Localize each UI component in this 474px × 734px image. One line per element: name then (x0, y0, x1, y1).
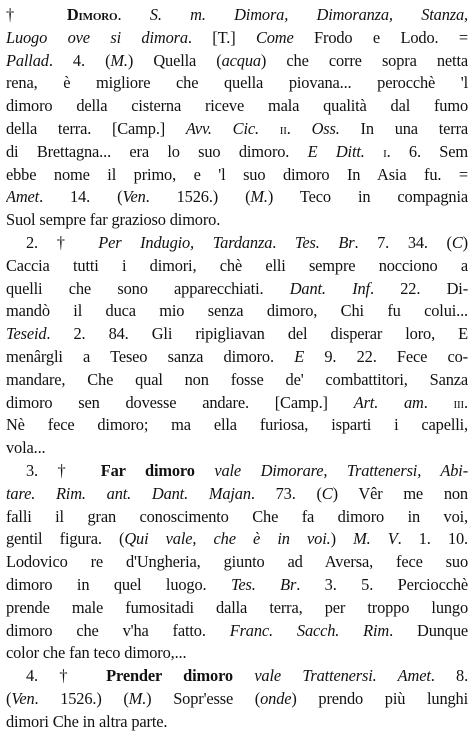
entry-line (6, 323, 468, 346)
text-segment (233, 666, 254, 685)
text-segment: Per Indugio, Tardanza (98, 232, 273, 252)
text-segment: Avv. Cic. (185, 118, 259, 138)
entry-line (6, 141, 468, 164)
text-segment: Come (255, 27, 294, 47)
text-segment: iii. (453, 392, 468, 412)
text-segment: ) Sopr'esse ( (146, 688, 261, 708)
text-segment: ( (6, 688, 12, 708)
entry-line (6, 4, 468, 27)
entry-line (6, 483, 468, 506)
entry-line (6, 506, 468, 529)
text-segment: E Ditt. (307, 141, 365, 161)
text-segment: Pallad (6, 50, 49, 70)
text-segment: ) (462, 232, 468, 252)
text-segment: menârgli a Teseo sanza dimoro. (6, 346, 295, 366)
text-segment (365, 142, 383, 161)
text-segment: E (294, 346, 305, 366)
text-segment: Nè fece dimoro; ma ella furiosa, isparti i capelli, (6, 415, 468, 435)
text-segment: . 1526.) ( (145, 187, 251, 207)
text-segment: . 3. 5. Perciocchè (296, 574, 468, 594)
entry-line (6, 665, 468, 688)
entry-line (6, 414, 468, 437)
text-segment: 9. 22. Fece co- (304, 346, 468, 366)
text-segment: falli il gran conoscimento Che fa dimoro in voi, (6, 506, 468, 526)
text-segment: C (451, 232, 463, 252)
text-segment: dimoro in quel luogo. (6, 574, 231, 594)
entry-line (6, 186, 468, 209)
text-segment: di Brettagna... era lo suo dimoro. (6, 141, 308, 161)
text-segment: ) Quella ( (127, 50, 222, 70)
entry-line (6, 164, 468, 187)
text-segment: ) prendo più lunghi (291, 688, 468, 708)
text-segment: Teseid (6, 324, 47, 344)
text-segment (291, 119, 312, 138)
text-segment: Qui vale, che è in voi. (124, 529, 331, 549)
text-segment: rena, è migliore che quella piovana... perocchè 'l (6, 73, 468, 93)
text-segment: onde (260, 688, 292, 708)
text-segment: 4. † (26, 666, 107, 686)
entry-line (6, 460, 468, 483)
text-segment: Amet (6, 187, 40, 207)
text-segment: Dimoro (66, 5, 118, 24)
text-segment: ) Teco in compagnia (267, 187, 468, 207)
entry-line (6, 255, 468, 278)
entry-line (6, 346, 468, 369)
text-segment: ) (330, 529, 354, 549)
text-segment (259, 119, 280, 138)
text-segment: mandò il duca mio senza dimoro, Chi fu colui... (6, 301, 468, 321)
text-segment: Lodovico re d'Ungheria, giunto ad Aversa, fece suo (6, 552, 468, 572)
text-segment: Frodo e Lodo. = (293, 27, 468, 47)
entry-line (6, 209, 468, 232)
text-segment: Ven (11, 688, 35, 708)
text-segment: Suol sempre far grazioso dimoro. (6, 210, 221, 230)
text-segment: 2. † (26, 232, 99, 252)
text-segment: Far dimoro (100, 460, 195, 480)
text-segment: Tes. Br (294, 232, 355, 252)
text-segment: Caccia tutti i dimori, chè elli sempre nocciono a (6, 255, 468, 275)
text-segment: vola... (6, 438, 46, 458)
text-segment: . (272, 232, 295, 252)
text-segment (195, 461, 215, 480)
text-segment: . 7. 34. ( (354, 232, 452, 252)
text-segment: Oss. (311, 118, 340, 138)
text-segment: . Dunque (389, 620, 468, 640)
text-segment: vale Dimorare, Trattenersi, Abi- (214, 460, 468, 480)
entry-line (6, 232, 468, 255)
text-segment: della terra. [Camp.] (6, 118, 186, 138)
text-segment: Franc. Sacch. Rim (229, 620, 390, 640)
entry-line (6, 369, 468, 392)
entry-line (6, 711, 468, 734)
entry-line (6, 278, 468, 301)
text-segment: . 2. 84. Gli ripigliavan del disperar loro, E (46, 324, 468, 344)
text-segment: quelli che sono apparecchiati. (6, 278, 290, 298)
text-segment: C (321, 483, 333, 503)
entry-line (6, 27, 468, 50)
text-segment: tare. Rim. ant. Dant. Majan (6, 483, 251, 503)
text-segment: . 73. ( (250, 483, 322, 503)
entry-line (6, 50, 468, 73)
text-segment: vale Trattenersi. Amet (254, 666, 431, 686)
text-segment: acqua (221, 50, 261, 70)
text-segment: ebbe nome il primo, e 'l suo dimoro In Asia fu. = (6, 164, 468, 184)
text-segment: S. m. Dimora, Dimoranza, Stanza, (149, 5, 468, 24)
text-segment: prende male fumositadi dalla terra, per troppo lungo (6, 597, 468, 617)
text-segment: dimoro che v'ha fatto. (6, 620, 230, 640)
text-segment: Art. am (353, 392, 424, 412)
text-segment: . 4. ( (48, 50, 111, 70)
text-segment: . (423, 392, 454, 412)
text-segment: Prender dimoro (106, 666, 233, 686)
text-segment: dimoro sen dovesse andare. [Camp.] (6, 392, 354, 412)
text-segment: i. (383, 141, 391, 161)
entry-line (6, 551, 468, 574)
text-segment: Ven (122, 187, 146, 207)
dictionary-entry-dimoro (6, 4, 468, 734)
entry-line (6, 688, 468, 711)
text-segment: M. (128, 688, 147, 708)
text-segment: M. (250, 187, 268, 207)
entry-line (6, 597, 468, 620)
text-segment: . 8. (430, 666, 468, 686)
entry-line (6, 392, 468, 415)
text-segment: In una terra (339, 118, 468, 138)
entry-line (6, 620, 468, 643)
entry-line (6, 642, 468, 665)
text-segment: mandare, Che qual non fosse de' combattitori, Sanza (6, 369, 468, 389)
text-segment: color che fan teco dimoro,... (6, 643, 187, 663)
text-segment: † (6, 5, 67, 24)
entry-line (6, 437, 468, 460)
text-segment: ) che corre sopra netta (260, 50, 468, 70)
text-segment: gentil figura. ( (6, 529, 125, 549)
text-segment: M. (110, 50, 128, 70)
entry-line (6, 118, 468, 141)
text-segment: dimoro della cisterna riceve mala qualità dal fumo (6, 96, 468, 116)
text-segment: ) Vêr me non (332, 483, 468, 503)
text-segment: . 14. ( (39, 187, 123, 207)
text-segment: dimori Che in altra parte. (6, 711, 168, 731)
entry-line (6, 528, 468, 551)
text-segment: . [T.] (187, 27, 256, 47)
entry-line (6, 574, 468, 597)
text-segment: M. V (353, 529, 398, 549)
text-segment: . (117, 5, 150, 24)
text-segment: . 1526.) ( (34, 688, 129, 708)
entry-line (6, 72, 468, 95)
text-segment: 3. † (26, 460, 101, 480)
entry-line (6, 300, 468, 323)
text-segment: Luogo ove si dimora (6, 27, 188, 47)
text-segment: 6. Sem (390, 141, 468, 161)
text-segment: . 1. 10. (397, 529, 468, 549)
text-segment: Dant. Inf (289, 278, 370, 298)
text-segment: . 22. Di- (369, 278, 468, 298)
entry-line (6, 95, 468, 118)
text-segment: ii. (279, 118, 291, 138)
text-segment: Tes. Br (230, 574, 297, 594)
